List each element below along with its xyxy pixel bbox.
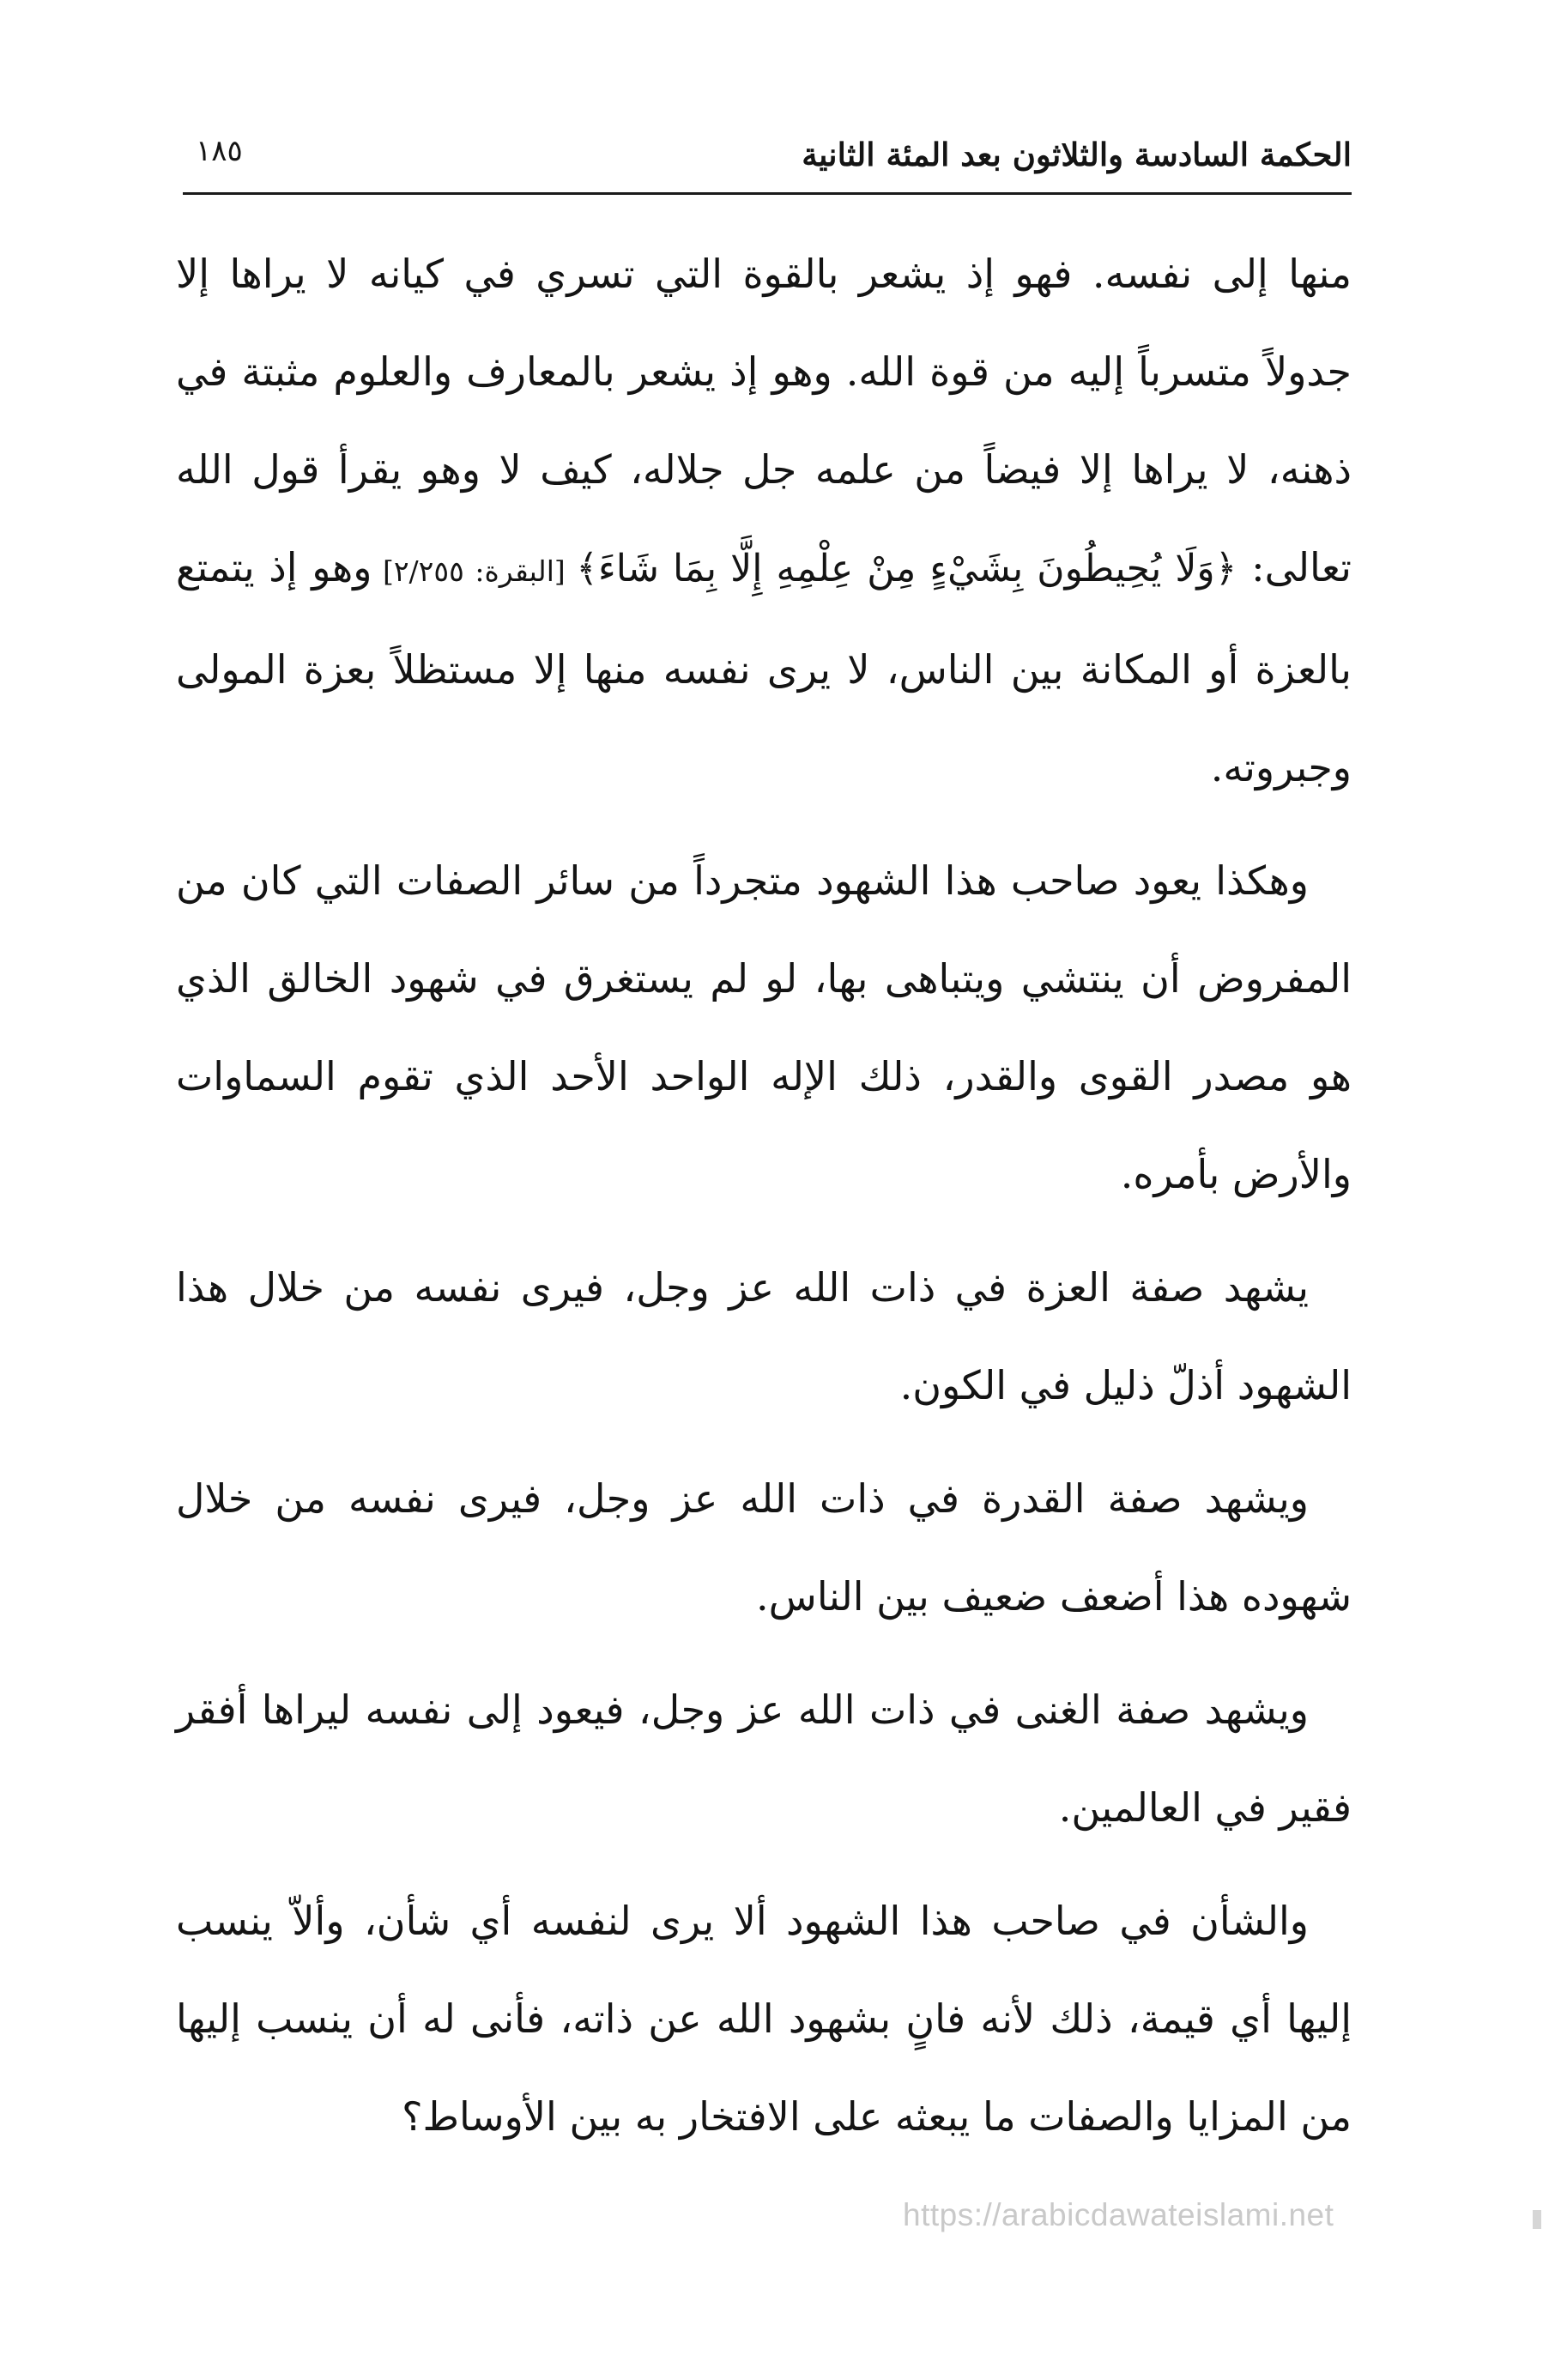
verse-reference: [البقرة: ٢/٢٥٥] xyxy=(372,554,577,588)
watermark-url: https://arabicdawateislami.net xyxy=(903,2197,1334,2232)
quran-verse: ﴿وَلَا يُحِيطُونَ بِشَيْءٍ مِنْ عِلْمِهِ إِلَّا بِمَا شَاءَ﴾ xyxy=(576,547,1237,590)
paragraph-1 xyxy=(176,225,1352,816)
paragraph-1-continuation: وهو إذ يتمتع بالعزة أو المكانة بين الناس، لا يرى نفسه منها إلا مستظلاً بعزة المولى وجبروته. xyxy=(176,544,1352,790)
paragraph-5: ويشهد صفة الغنى في ذات الله عز وجل، فيعود إلى نفسه ليراها أفقر فقير في العالمين. xyxy=(176,1687,1352,1831)
paragraph-2: وهكذا يعود صاحب هذا الشهود متجرداً من سائر الصفات التي كان من المفروض أن ينتشي ويتباهى بها، لو لم يستغرق في شهود الخالق الذي هو مصدر القوى والقدر، ذلك الإله الواحد الأحد الذي تقوم السماوات والأرض بأمره. xyxy=(176,857,1352,1197)
paragraph-4: ويشهد صفة القدرة في ذات الله عز وجل، فيرى نفسه من خلال شهوده هذا أضعف ضعيف بين الناس. xyxy=(176,1475,1352,1620)
running-title: الحكمة السادسة والثلاثون بعد المئة الثانية xyxy=(802,136,1352,173)
page-header xyxy=(180,129,1352,189)
scan-edge-mark xyxy=(1533,2210,1541,2229)
paragraph-3: يشهد صفة العزة في ذات الله عز وجل، فيرى نفسه من خلال هذا الشهود أذلّ ذليل في الكون. xyxy=(176,1264,1352,1408)
header-divider xyxy=(183,192,1352,195)
paragraph-6: والشأن في صاحب هذا الشهود ألا يرى لنفسه أي شأن، وألاّ ينسب إليها أي قيمة، ذلك لأنه فانٍ بشهود الله عن ذاته، فأنى له أن ينسب إليها من المزايا والصفات ما يبعثه على الافتخار به بين الأوساط؟ xyxy=(176,1898,1352,2140)
body-text xyxy=(176,225,1352,2147)
paragraph-1-text: منها إلى نفسه. فهو إذ يشعر بالقوة التي تسري في كيانه لا يراها إلا جدولاً متسرباً إليه من قوة الله. وهو إذ يشعر بالمعارف والعلوم مثبتة في ذهنه، لا يراها إلا فيضاً من علمه جل جلاله، كيف لا وهو يقرأ قول الله تعالى: xyxy=(176,251,1352,590)
page-number: ١٨٥ xyxy=(196,134,243,168)
